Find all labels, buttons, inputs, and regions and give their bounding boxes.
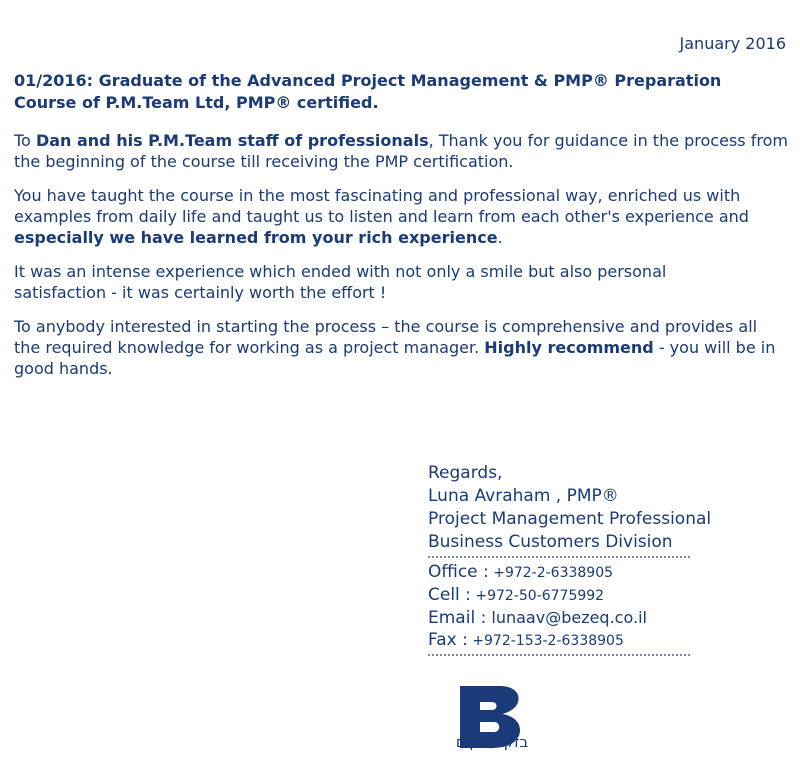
p2-bold: especially we have learned from your rich experience	[14, 228, 498, 247]
p4-suffix: - you will be in good hands.	[14, 338, 776, 378]
signature-divider-bottom	[428, 654, 690, 656]
p1-prefix: To	[14, 131, 36, 150]
letter-heading	[14, 70, 788, 114]
p4-text: To anybody interested in starting the process – the course is comprehensive and provides all the required knowledge for working as a project manager.	[14, 317, 758, 357]
email-value[interactable]: lunaav@bezeq.co.il	[486, 608, 647, 627]
p3-line-2: satisfaction - it was certainly worth the effort !	[14, 283, 387, 302]
letter-date: January 2016	[679, 34, 786, 53]
fax-label: Fax :	[428, 630, 468, 650]
fax-value: +972-153-2-6338905	[467, 633, 624, 649]
p3-line-1: It was an intense experience which ended with not only a smile but also personal	[14, 262, 667, 281]
signature-email	[428, 607, 778, 629]
signature-regards: Regards,	[428, 463, 503, 483]
p1-bold: Dan and his P.M.Team staff of professionals	[35, 131, 429, 150]
office-label: Office :	[428, 562, 489, 582]
signature-fax	[428, 629, 778, 652]
signature-office	[428, 561, 778, 584]
p2-suffix: .	[497, 228, 503, 247]
signature-divider-top	[428, 556, 690, 558]
signature-title: Project Management Professional	[428, 509, 712, 529]
paragraph-thanks	[14, 130, 788, 172]
heading-line-2: Course of P.M.Team Ltd, PMP® certified.	[14, 93, 379, 112]
p4-bold: Highly recommend	[484, 338, 654, 357]
signature-division: Business Customers Division	[428, 532, 673, 552]
p1-suffix: , Thank you for guidance in the process from the beginning of the course till receiving the PMP certification.	[14, 131, 788, 171]
letter-body	[14, 70, 788, 392]
email-signature	[428, 462, 778, 659]
paragraph-teaching	[14, 185, 788, 248]
cell-label: Cell :	[428, 585, 471, 605]
p2-text: You have taught the course in the most fascinating and professional way, enriched us with examples from daily life and taught us to listen and learn from each other's experience and	[14, 186, 749, 226]
heading-line-1: 01/2016: Graduate of the Advanced Project Management & PMP® Preparation	[14, 71, 722, 90]
signature-name: Luna Avraham , PMP®	[428, 486, 619, 506]
bezeq-logo-text: בזק עסקים	[455, 733, 529, 751]
signature-cell	[428, 584, 778, 607]
paragraph-recommend	[14, 316, 788, 379]
paragraph-experience	[14, 261, 788, 303]
email-label: Email :	[428, 608, 487, 628]
office-value: +972-2-6338905	[488, 565, 614, 581]
cell-value: +972-50-6775992	[470, 588, 605, 604]
